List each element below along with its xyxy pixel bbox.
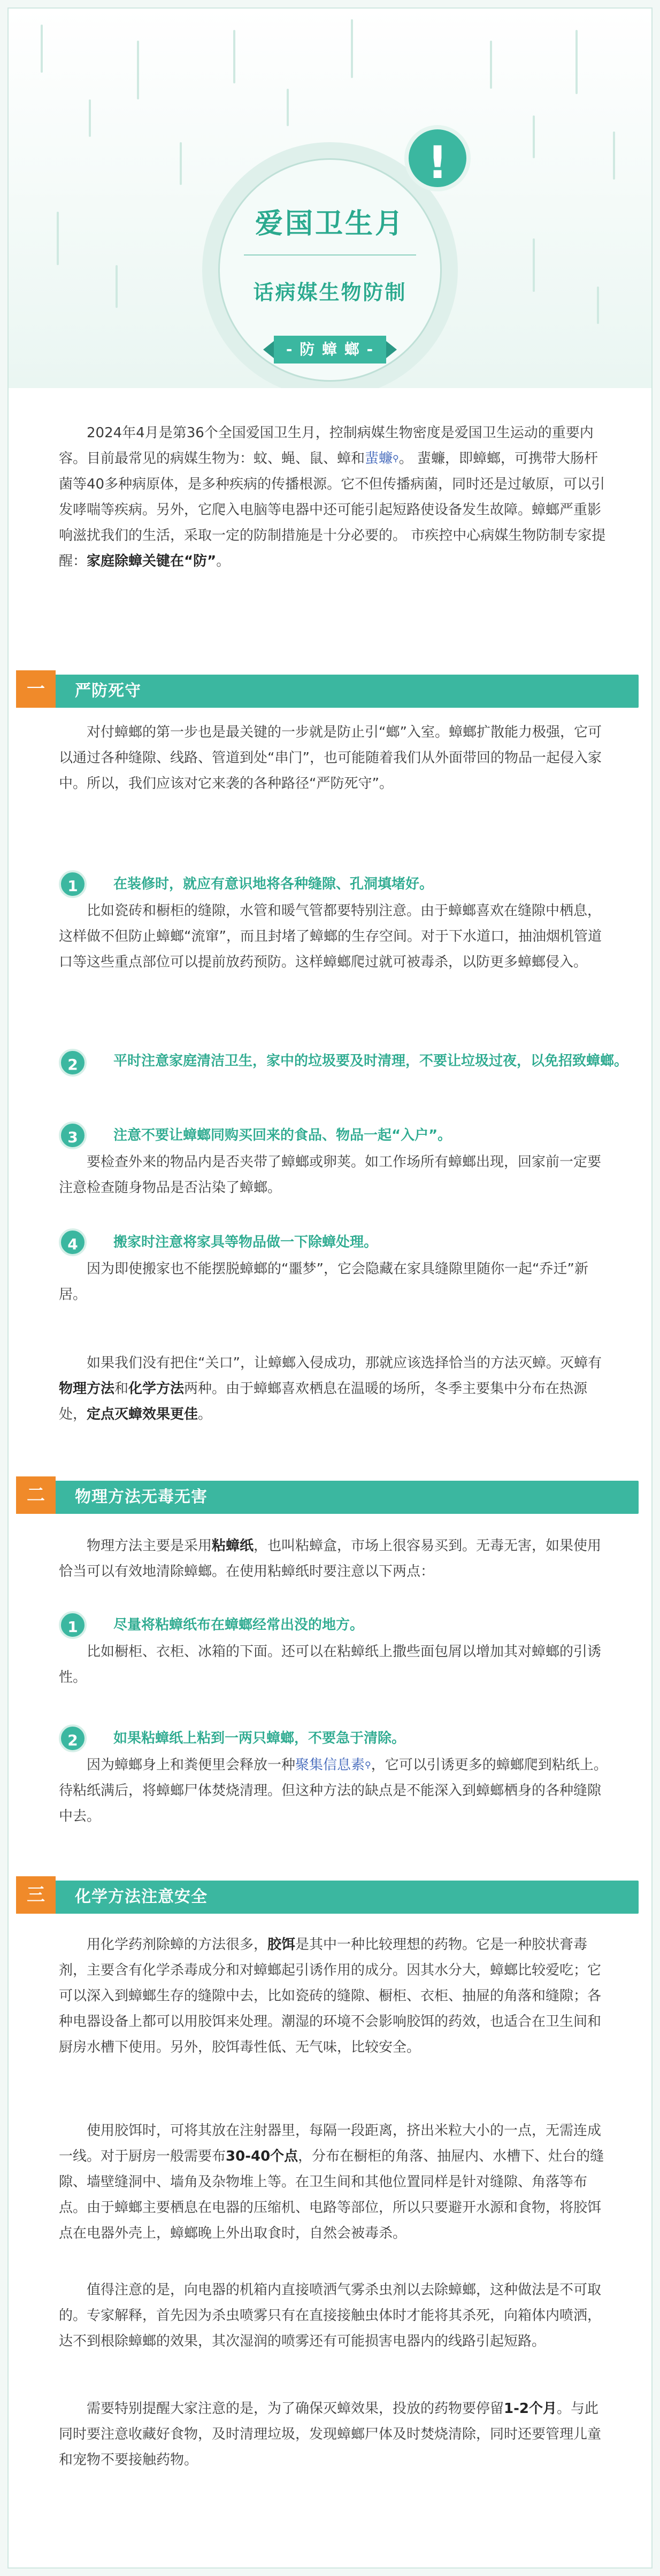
bold-text: 1-2个月 bbox=[504, 2401, 557, 2417]
page-title: 爱国卫生月 bbox=[255, 208, 405, 240]
body-text: 两种。由于蟑螂喜欢栖息在温暖的场所，冬季主要集中分布在热源处， bbox=[59, 1381, 588, 1422]
search-icon: ⚲ bbox=[365, 1760, 371, 1770]
body-text: ，分布在橱柜的角落、抽屉内、水槽下、灶台的缝隙、墙壁缝洞中、墙角及杂物堆上等。在卫生间和其他位置同样是针对缝隙、角落等布点。由于蟑螂主要栖息在电器的压缩机、电路等部位，所以只要避开水源和食物，将胶饵点在电器外壳上，蟑螂晚上外出取食时，自然会被毒杀。 bbox=[59, 2148, 604, 2241]
point-number: 1 bbox=[59, 1611, 87, 1639]
point-body: 比如瓷砖和橱柜的缝隙，水管和暖气管都要特别注意。由于蟑螂喜欢在缝隙中栖息，这样做不但防止蟑螂“流窜”，而且封堵了蟑螂的生存空间。对于下水道口，抽油烟机管道口等这些重点部位可以提前放药预防。这样蟑螂爬过就可被毒杀，以防更多蟑螂侵入。 bbox=[59, 903, 602, 970]
rain-streak bbox=[533, 238, 535, 292]
body-text: 需要特别提醒大家注意的是，为了确保灭蟑效果，投放的药物要停留 bbox=[87, 2401, 504, 2417]
rain-streak bbox=[575, 30, 578, 94]
section-2-intro bbox=[59, 1533, 610, 1584]
rain-streak bbox=[137, 41, 139, 99]
intro-paragraph bbox=[59, 420, 610, 574]
point-number: 2 bbox=[59, 1049, 87, 1077]
point-body bbox=[59, 1752, 610, 1829]
bold-text: 化学方法 bbox=[128, 1381, 185, 1397]
body-text: 用化学药剂除蟑的方法很多， bbox=[87, 1937, 268, 1953]
section-number: 一 bbox=[16, 670, 56, 708]
point-body: 比如橱柜、衣柜、冰箱的下面。还可以在粘蟑纸上撒些面包屑以增加其对蟑螂的引诱性。 bbox=[59, 1644, 602, 1685]
rain-streak bbox=[490, 41, 492, 89]
title-divider bbox=[244, 254, 416, 256]
point-heading: 如果粘蟑纸上粘到一两只蟑螂，不要急于清除。 bbox=[113, 1730, 406, 1746]
intro-text: 2024年4月是第36个全国爱国卫生月，控制病媒生物密度是爱国卫生运动的重要内容。目前最常见的病媒生物为：蚊、蝇、鼠、蟑和 bbox=[59, 425, 594, 467]
rain-streak bbox=[180, 142, 182, 185]
body-text: 和 bbox=[114, 1381, 129, 1397]
section-header-1 bbox=[16, 675, 639, 708]
page-subtitle: 话病媒生物防制 bbox=[253, 281, 407, 304]
pheromone-link[interactable]: 聚集信息素 bbox=[295, 1757, 365, 1773]
body-text: 因为蟑螂身上和粪便里会释放一种 bbox=[87, 1757, 296, 1773]
body-text: 。与此同时要注意收藏好食物，及时清理垃圾，发现蟑螂尸体及时焚烧清除，同时还要管理儿童和宠物不要接触药物。 bbox=[59, 2401, 602, 2468]
article-frame bbox=[7, 7, 653, 2569]
section-3-paragraph-1 bbox=[59, 1932, 610, 2060]
section-number: 三 bbox=[16, 1876, 56, 1914]
body-text: ，也叫粘蟑盒，市场上很容易买到。无毒无害，如果使用恰当可以有效地清除蟑螂。在使用粘蟑纸时要注意以下两点： bbox=[59, 1538, 602, 1580]
section-title: 严防死守 bbox=[75, 682, 141, 700]
rain-streak bbox=[351, 19, 353, 78]
point-heading: 注意不要让蟑螂同购买回来的食品、物品一起“入户”。 bbox=[113, 1127, 452, 1143]
rain-streak bbox=[116, 265, 118, 308]
bold-text: 定点灭蟑效果更佳 bbox=[87, 1406, 198, 1422]
section-3-paragraph-2 bbox=[59, 2118, 610, 2246]
intro-text: 。 bbox=[216, 553, 231, 569]
cockroach-link[interactable]: 蜚蠊 bbox=[365, 451, 393, 467]
body-text: 。 bbox=[198, 1406, 212, 1422]
rain-streak bbox=[233, 30, 235, 83]
rain-streak bbox=[89, 99, 91, 137]
section-title: 化学方法注意安全 bbox=[75, 1887, 208, 1906]
section-1-intro: 对付蟑螂的第一步也是最关键的一步就是防止引“螂”入室。蟑螂扩散能力极强，它可以通过各种缝隙、线路、管道到处“串门”，也可能随着我们从外面带回的物品一起侵入家中。所以，我们应该对它来袭的各种路径“严防死守”。 bbox=[59, 724, 602, 792]
point-number: 3 bbox=[59, 1121, 87, 1149]
point-number: 2 bbox=[59, 1724, 87, 1752]
section-1-outro bbox=[59, 1350, 610, 1427]
point-heading: 在装修时，就应有意识地将各种缝隙、孔洞填堵好。 bbox=[113, 876, 434, 892]
intro-text: 。 蜚蠊，即蟑螂，可携带大肠杆菌等40多种病原体，是多种疾病的传播根源。它不但传播病菌，同时还是过敏原，可以引发哮喘等疾病。另外，它爬入电脑等电器中还可能引起短路使设备发生故障。蟑螂严重影响滋扰我们的生活，采取一定的防制措施是十分必要的。 市疾控中心病媒生物防制专家提醒： bbox=[59, 451, 606, 569]
bold-text: 胶饵 bbox=[267, 1937, 296, 1953]
section-header-2 bbox=[16, 1481, 639, 1514]
section-header-3 bbox=[16, 1881, 639, 1914]
exclamation-icon: ! bbox=[404, 125, 471, 191]
section-title: 物理方法无毒无害 bbox=[75, 1488, 208, 1506]
rain-streak bbox=[41, 25, 43, 73]
rain-streak bbox=[287, 89, 289, 126]
point-number: 4 bbox=[59, 1228, 87, 1256]
point-body: 要检查外来的物品内是否夹带了蟑螂或卵荚。如工作场所有蟑螂出现，回家前一定要注意检查随身物品是否沾染了蟑螂。 bbox=[59, 1154, 602, 1196]
rain-streak bbox=[533, 115, 535, 158]
topic-ribbon: - 防 蟑 螂 - bbox=[274, 336, 386, 363]
rain-streak bbox=[597, 287, 599, 324]
bold-text: 30-40个点 bbox=[226, 2148, 298, 2164]
point-heading: 尽量将粘蟑纸布在蟑螂经常出没的地方。 bbox=[113, 1617, 364, 1633]
body-text: 是其中一种比较理想的药物。它是一种胶状膏毒剂，主要含有化学杀毒成分和对蟑螂起引诱作用的成分。因其水分大，蟑螂比较爱吃；它可以深入到蟑螂生存的缝隙中去，比如瓷砖的缝隙、橱柜、衣柜、抽屉的角落和缝隙；各种电器设备上都可以用胶饵来处理。潮湿的环境不会影响胶饵的药效，也适合在卫生间和厨房水槽下使用。另外，胶饵毒性低、无气味，比较安全。 bbox=[59, 1937, 602, 2055]
search-icon: ⚲ bbox=[393, 453, 399, 463]
point-body: 因为即使搬家也不能摆脱蟑螂的“噩梦”，它会隐藏在家具缝隙里随你一起“乔迁”新居。 bbox=[59, 1261, 588, 1303]
body-text: ，它可以引诱更多的蟑螂爬到粘纸上。待粘纸满后，将蟑螂尸体焚烧清理。但这种方法的缺点是不能深入到蟑螂栖身的各种缝隙中去。 bbox=[59, 1757, 608, 1824]
header-banner bbox=[9, 9, 651, 388]
body-text: 物理方法主要是采用 bbox=[87, 1538, 212, 1554]
section-3-paragraph-3: 值得注意的是，向电器的机箱内直接喷洒气雾杀虫剂以去除蟑螂，这种做法是不可取的。专家解释，首先因为杀虫喷雾只有在直接接触虫体时才能将其杀死，向箱体内喷洒，达不到根除蟑螂的效果，其次湿润的喷雾还有可能损害电器内的线路引起短路。 bbox=[59, 2282, 602, 2349]
bold-text: 粘蟑纸 bbox=[212, 1538, 254, 1554]
rain-streak bbox=[57, 212, 59, 265]
rain-streak bbox=[613, 131, 615, 180]
point-heading: 平时注意家庭清洁卫生，家中的垃圾要及时清理，不要让垃圾过夜，以免招致蟑螂。 bbox=[113, 1053, 628, 1069]
section-number: 二 bbox=[16, 1476, 56, 1514]
section-3-paragraph-4 bbox=[59, 2396, 610, 2473]
body-text: 使用胶饵时，可将其放在注射器里，每隔一段距离，挤出米粒大小的一点，无需连成一线。对于厨房一般需要布 bbox=[59, 2123, 602, 2164]
bold-text: 物理方法 bbox=[59, 1381, 115, 1397]
intro-highlight: 家庭除蟑关键在“防” bbox=[87, 553, 217, 569]
point-heading: 搬家时注意将家具等物品做一下除蟑处理。 bbox=[113, 1234, 378, 1250]
body-text: 如果我们没有把住“关口”，让蟑螂入侵成功，那就应该选择恰当的方法灭蟑。灭蟑有 bbox=[87, 1355, 602, 1371]
point-number: 1 bbox=[59, 870, 87, 898]
